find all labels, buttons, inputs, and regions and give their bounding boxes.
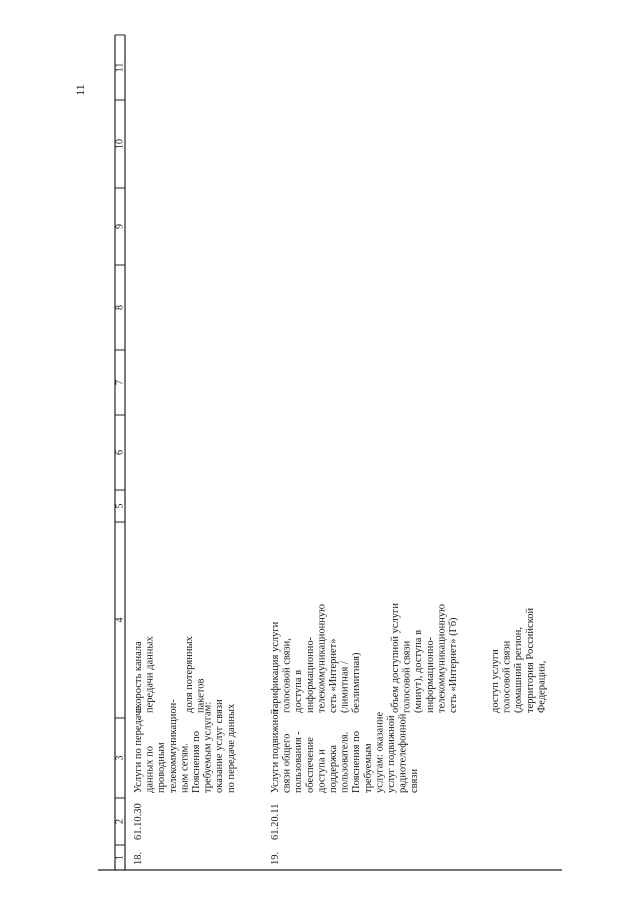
header-cell-10: 10 [114, 139, 126, 149]
text-line: Пояснения по [351, 731, 363, 793]
page-number: 11 [73, 84, 87, 96]
row-2-indicator-3 [490, 607, 547, 713]
text-line: Услуги по передаче [133, 706, 144, 793]
text-line: услугам: оказание [374, 711, 386, 793]
text-line: сеть «Интернет» (Гб) [448, 617, 459, 713]
header-cell-5: 5 [114, 503, 126, 509]
text-line: тарификация услуги [270, 621, 281, 713]
text-line: доступа в [293, 669, 305, 713]
text-line: территория Российской [524, 607, 536, 713]
header-cell-1: 1 [114, 855, 126, 860]
text-line: пользователя. [339, 731, 351, 793]
text-line: информационно- [304, 636, 316, 713]
text-line: обеспечение [304, 737, 316, 793]
text-line: 61.20.11 [270, 803, 281, 840]
row-2-indicator-1 [270, 604, 362, 713]
text-line: безлимитная) [351, 652, 363, 713]
text-line: 61.10.30 [133, 803, 144, 840]
text-line: (домашний регион, [513, 626, 525, 713]
header-cell-7: 7 [114, 380, 126, 385]
text-line: 19. [270, 851, 281, 865]
text-line: доступ услуги [490, 649, 501, 713]
row-1-indicator-2 [184, 635, 207, 713]
text-line: телекоммуникацион- [167, 699, 179, 793]
text-line: пакетов [195, 678, 207, 713]
header-cell-8: 8 [114, 305, 126, 310]
text-line: данных по [144, 745, 156, 793]
text-line: по передаче данных [225, 703, 237, 793]
text-line: телекоммуникационную [316, 604, 328, 713]
text-line: связи [409, 768, 421, 793]
header-cell-11: 11 [114, 62, 126, 73]
text-line: требуемым [362, 743, 374, 793]
text-line: (минут), доступа в [413, 629, 425, 713]
text-line: телекоммуникационную [436, 604, 448, 713]
text-line: передачи данных [144, 636, 156, 713]
text-line: поддержка [328, 744, 339, 793]
row-1-number [133, 852, 144, 865]
text-line: голосовой связи, [281, 638, 293, 713]
header-cell-3: 3 [114, 755, 126, 761]
row-2-indicator-2 [390, 603, 459, 713]
row-1-indicator-1 [133, 636, 156, 713]
text-line: голосовой связи [401, 640, 413, 713]
text-line: доля потерянных [184, 636, 195, 713]
text-line: проводным [156, 742, 168, 793]
text-line: Пояснения по [191, 731, 202, 793]
text-line: (лимитная / [339, 661, 351, 713]
text-line: требуемым услугам: [202, 701, 214, 793]
text-line: оказание услуг связи [214, 699, 226, 793]
text-line: ным сетям. [179, 743, 191, 793]
text-line: сеть «Интернет» [328, 638, 339, 713]
text-line: связи общего [281, 733, 293, 793]
text-line: 18. [133, 851, 144, 865]
text-line: доступа и [316, 749, 328, 793]
row-2-number [270, 852, 281, 865]
header-cell-2: 2 [114, 819, 126, 824]
header-cell-6: 6 [114, 450, 126, 455]
row-2-service-name [270, 709, 420, 793]
header-numbers [115, 63, 126, 860]
text-line: голосовой связи [501, 640, 513, 713]
row-1-okpd-code [133, 803, 144, 840]
text-line: радиотелефонной [397, 713, 409, 793]
text-line: скорость канала [133, 641, 144, 713]
text-line: объем доступной услуги [390, 603, 401, 713]
row-2-okpd-code [270, 804, 281, 840]
text-line: пользования - [293, 731, 305, 793]
header-cell-9: 9 [114, 224, 126, 229]
text-line: информационно- [424, 636, 436, 713]
text-line: Федерации, [536, 660, 548, 713]
text-line: Услуги подвижной [270, 708, 281, 793]
header-cell-4: 4 [114, 617, 126, 623]
table-content [73, 63, 547, 865]
text-line: услуг подвижной [386, 715, 397, 793]
